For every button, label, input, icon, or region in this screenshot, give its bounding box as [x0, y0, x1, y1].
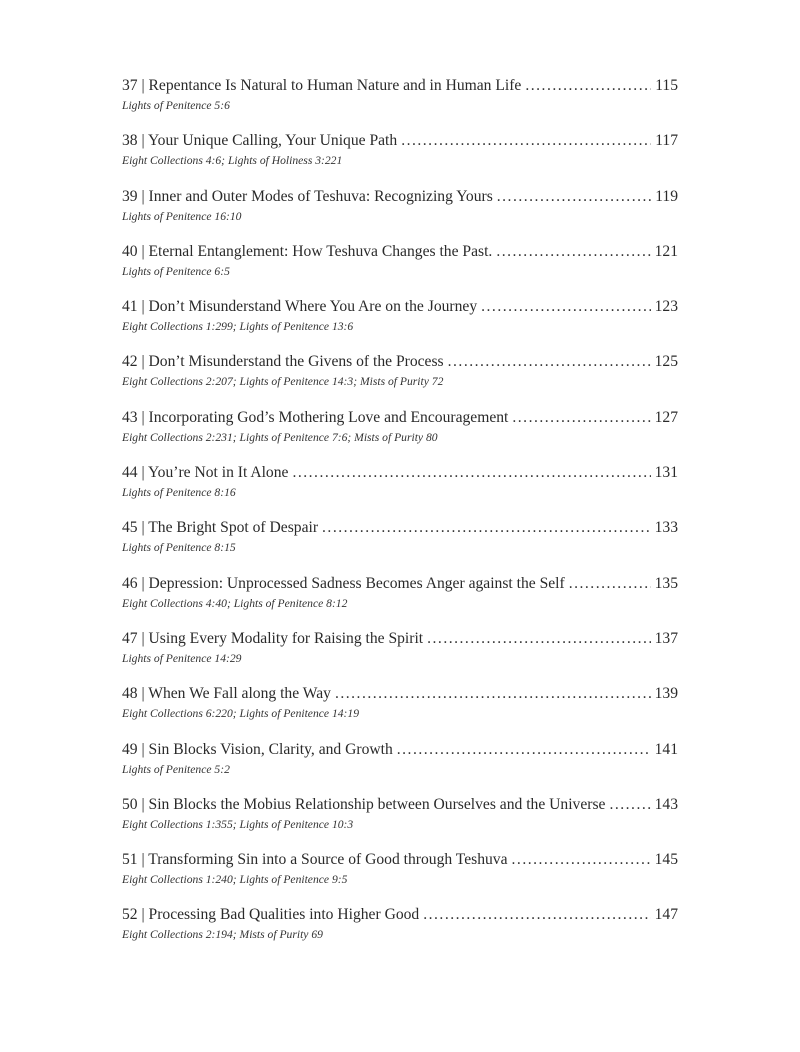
toc-entry-title-group	[122, 628, 423, 650]
chapter-number: 52	[122, 906, 138, 924]
chapter-title: You’re Not in It Alone	[147, 464, 289, 482]
toc-entry	[122, 407, 678, 462]
page-number: 135	[654, 574, 678, 592]
toc-entry-title-group	[122, 794, 605, 816]
toc-entry-heading	[122, 186, 678, 208]
dot-leader	[497, 186, 651, 208]
chapter-number: 41	[122, 298, 138, 316]
toc-entry-heading	[122, 407, 678, 429]
toc-entry-heading	[122, 241, 678, 263]
separator: |	[141, 906, 145, 924]
toc-entry-title-group	[122, 186, 493, 208]
dot-leader	[448, 351, 651, 373]
page-number: 125	[654, 353, 678, 371]
toc-entry	[122, 186, 678, 241]
separator: |	[141, 132, 145, 150]
chapter-source: Lights of Penitence 16:10	[122, 209, 242, 223]
chapter-title: The Bright Spot of Despair	[148, 519, 319, 537]
page-number: 131	[654, 464, 678, 482]
toc-entry-heading	[122, 75, 678, 97]
chapter-title: Processing Bad Qualities into Higher Good	[148, 906, 420, 924]
toc-entry-heading	[122, 904, 678, 926]
chapter-title: Sin Blocks the Mobius Relationship between Ourselves and the Universe	[148, 795, 606, 813]
chapter-number: 46	[122, 574, 138, 592]
page-number: 115	[655, 77, 678, 94]
toc-entry-title-group	[122, 462, 288, 484]
chapter-number: 42	[122, 353, 138, 371]
chapter-title: Don’t Misunderstand Where You Are on the Journey	[148, 298, 478, 316]
toc-entry-title-group	[122, 296, 477, 318]
chapter-title: Incorporating God’s Mothering Love and Encouragement	[148, 408, 509, 426]
chapter-title: Don’t Misunderstand the Givens of the Process	[148, 353, 444, 371]
page-number: 133	[654, 519, 678, 537]
dot-leader	[322, 517, 651, 539]
chapter-number: 49	[122, 740, 138, 758]
toc-entry-heading	[122, 683, 678, 705]
toc-entry	[122, 517, 678, 572]
chapter-source: Lights of Penitence 8:15	[122, 541, 236, 555]
separator: |	[141, 795, 145, 813]
chapter-title: Depression: Unprocessed Sadness Becomes Anger against the Self	[148, 574, 565, 592]
separator: |	[141, 685, 145, 703]
toc-entry-heading	[122, 794, 678, 816]
dot-leader	[481, 296, 650, 318]
dot-leader	[423, 904, 650, 926]
table-of-contents	[122, 75, 678, 960]
chapter-title: Using Every Modality for Raising the Spirit	[148, 629, 424, 647]
page-number: 117	[655, 132, 678, 150]
dot-leader	[496, 241, 650, 263]
chapter-source: Lights of Penitence 6:5	[122, 264, 230, 278]
toc-entry-heading	[122, 849, 678, 871]
chapter-source: Eight Collections 1:240; Lights of Penitence 9:5	[122, 873, 348, 887]
chapter-number: 38	[122, 132, 138, 150]
chapter-number: 37	[122, 77, 138, 94]
chapter-number: 51	[122, 851, 138, 869]
toc-entry-heading	[122, 296, 678, 318]
page-number: 121	[654, 242, 678, 260]
toc-entry-title-group	[122, 241, 492, 263]
toc-entry-title-group	[122, 849, 508, 871]
chapter-number: 48	[122, 685, 138, 703]
page-number: 137	[654, 629, 678, 647]
toc-entry-heading	[122, 517, 678, 539]
chapter-source: Eight Collections 1:299; Lights of Penitence 13:6	[122, 320, 354, 334]
toc-entry-title-group	[122, 904, 419, 926]
separator: |	[141, 77, 145, 94]
toc-entry	[122, 462, 678, 517]
dot-leader	[512, 407, 650, 429]
chapter-source: Lights of Penitence 14:29	[122, 651, 242, 665]
dot-leader	[512, 849, 651, 871]
separator: |	[141, 464, 145, 482]
toc-entry-title-group	[122, 130, 397, 152]
toc-entry	[122, 130, 678, 185]
separator: |	[141, 187, 145, 205]
chapter-number: 40	[122, 242, 138, 260]
chapter-title: Your Unique Calling, Your Unique Path	[147, 132, 398, 150]
chapter-source: Lights of Penitence 5:2	[122, 762, 230, 776]
toc-entry-title-group	[122, 351, 444, 373]
toc-entry	[122, 296, 678, 351]
toc-entry-title-group	[122, 683, 331, 705]
chapter-number: 39	[122, 187, 138, 205]
toc-entry-heading	[122, 573, 678, 595]
chapter-source: Lights of Penitence 5:6	[122, 99, 230, 112]
chapter-source: Eight Collections 4:6; Lights of Holiness 3:221	[122, 154, 343, 168]
chapter-source: Eight Collections 4:40; Lights of Penitence 8:12	[122, 596, 348, 610]
toc-entry	[122, 739, 678, 794]
dot-leader	[525, 75, 651, 97]
separator: |	[141, 574, 145, 592]
toc-entry-title-group	[122, 75, 521, 97]
toc-entry-title-group	[122, 573, 565, 595]
dot-leader	[569, 573, 651, 595]
toc-entry	[122, 683, 678, 738]
page-number: 143	[654, 795, 678, 813]
chapter-number: 47	[122, 629, 138, 647]
dot-leader	[427, 628, 650, 650]
chapter-number: 45	[122, 519, 138, 537]
page-number: 139	[654, 685, 678, 703]
page-number: 141	[654, 740, 678, 758]
toc-entry-heading	[122, 628, 678, 650]
toc-entry	[122, 241, 678, 296]
toc-entry	[122, 628, 678, 683]
chapter-title: Sin Blocks Vision, Clarity, and Growth	[148, 740, 393, 758]
toc-entry	[122, 573, 678, 628]
toc-entry-title-group	[122, 407, 508, 429]
separator: |	[141, 519, 145, 537]
chapter-source: Eight Collections 6:220; Lights of Penitence 14:19	[122, 707, 359, 721]
toc-entry-heading	[122, 739, 678, 761]
chapter-number: 50	[122, 795, 138, 813]
separator: |	[141, 629, 145, 647]
dot-leader	[609, 794, 650, 816]
toc-entry-title-group	[122, 739, 393, 761]
toc-entry	[122, 75, 678, 130]
toc-entry	[122, 849, 678, 904]
toc-entry	[122, 351, 678, 406]
chapter-title: When We Fall along the Way	[148, 685, 331, 703]
chapter-source: Lights of Penitence 8:16	[122, 486, 236, 500]
chapter-number: 44	[122, 464, 138, 482]
toc-entry	[122, 904, 678, 959]
chapter-source: Eight Collections 2:194; Mists of Purity 69	[122, 928, 323, 942]
chapter-title: Eternal Entanglement: How Teshuva Changes the Past.	[148, 242, 493, 260]
chapter-title: Repentance Is Natural to Human Nature and in Human Life	[148, 77, 522, 94]
separator: |	[141, 353, 145, 371]
chapter-source: Eight Collections 2:207; Lights of Penitence 14:3; Mists of Purity 72	[122, 375, 444, 389]
chapter-number: 43	[122, 408, 138, 426]
chapter-source: Eight Collections 1:355; Lights of Penitence 10:3	[122, 817, 354, 831]
page-number: 145	[654, 851, 678, 869]
separator: |	[141, 298, 145, 316]
chapter-title: Inner and Outer Modes of Teshuva: Recognizing Yours	[148, 187, 493, 205]
page-number: 147	[654, 906, 678, 924]
toc-entry-heading	[122, 462, 678, 484]
toc-entry-heading	[122, 351, 678, 373]
toc-entry-heading	[122, 130, 678, 152]
separator: |	[141, 740, 145, 758]
dot-leader	[397, 739, 651, 761]
dot-leader	[335, 683, 651, 705]
separator: |	[141, 242, 145, 260]
separator: |	[141, 851, 145, 869]
chapter-source: Eight Collections 2:231; Lights of Penitence 7:6; Mists of Purity 80	[122, 430, 438, 444]
toc-entry	[122, 794, 678, 849]
page-number: 123	[654, 298, 678, 316]
page-number: 127	[654, 408, 678, 426]
dot-leader	[401, 130, 651, 152]
chapter-title: Transforming Sin into a Source of Good through Teshuva	[148, 851, 508, 869]
separator: |	[141, 408, 145, 426]
toc-entry-title-group	[122, 517, 318, 539]
dot-leader	[292, 462, 650, 484]
page-number: 119	[655, 187, 678, 205]
